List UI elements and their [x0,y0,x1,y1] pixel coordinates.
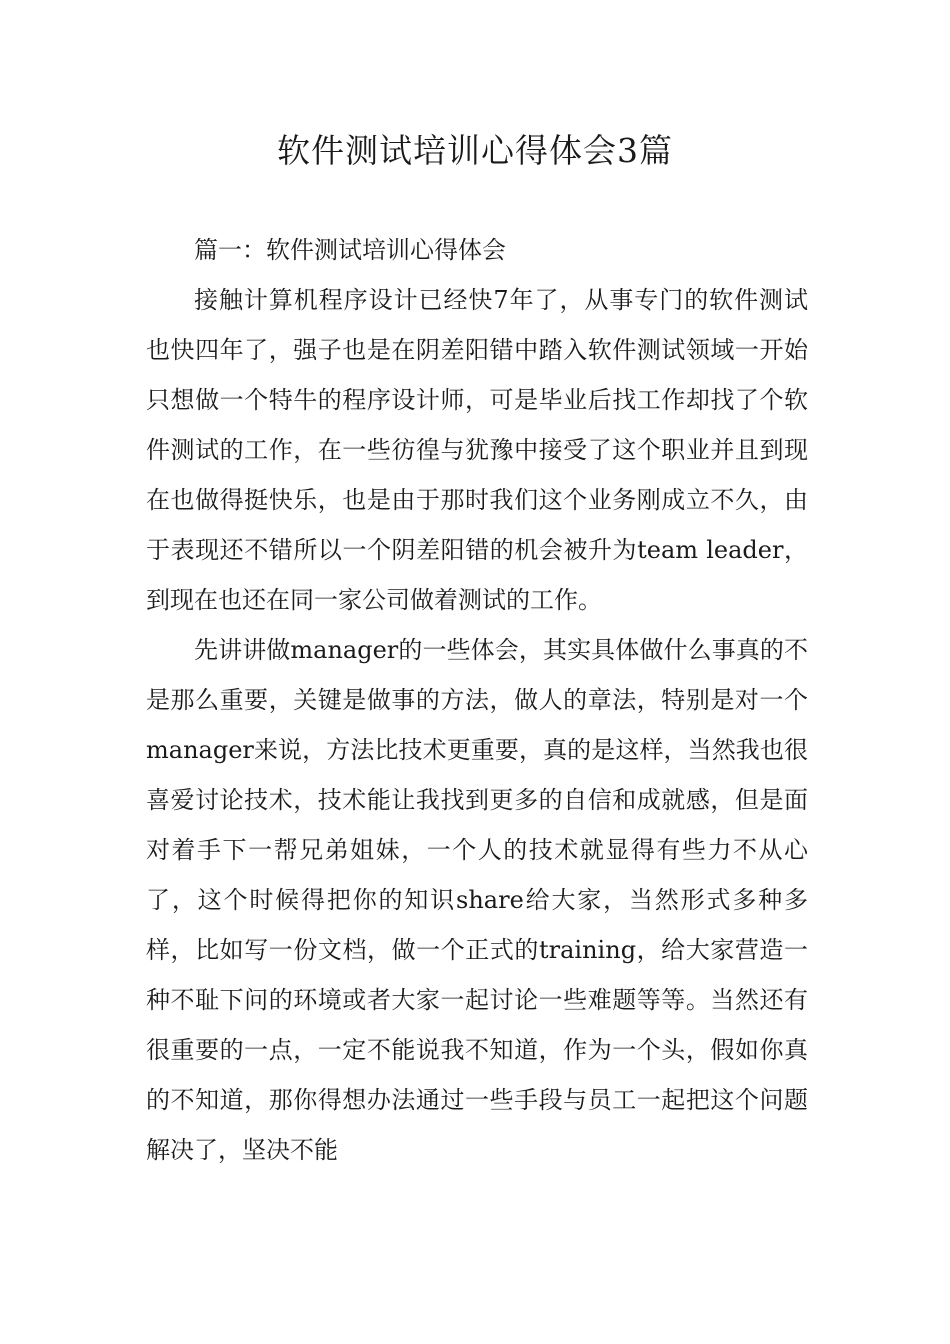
paragraph-2: 先讲讲做manager的一些体会，其实具体做什么事真的不是那么重要，关键是做事的方法，做人的章法，特别是对一个manager来说，方法比技术更重要，真的是这样，当然我也很喜爱讨论技术，技术能让我找到更多的自信和成就感，但是面对着手下一帮兄弟姐妹，一个人的技术就显得有些力不从心了，这个时候得把你的知识share给大家，当然形式多种多样，比如写一份文档，做一个正式的training，给大家营造一种不耻下问的环境或者大家一起讨论一些难题等等。当然还有很重要的一点，一定不能说我不知道，作为一个头，假如你真的不知道，那你得想办法通过一些手段与员工一起把这个问题解决了，坚决不能 [146,636,808,1164]
section-heading: 篇一：软件测试培训心得体会 [194,236,506,264]
paragraph-1: 接触计算机程序设计已经快7年了，从事专门的软件测试也快四年了，强子也是在阴差阳错中踏入软件测试领域一开始只想做一个特牛的程序设计师，可是毕业后找工作却找了个软件测试的工作，在一些彷徨与犹豫中接受了这个职业并且到现在也做得挺快乐，也是由于那时我们这个业务刚成立不久，由于表现还不错所以一个阴差阳错的机会被升为team leader，到现在也还在同一家公司做着测试的工作。 [146,286,808,614]
document-title: 软件测试培训心得体会3篇 [277,131,673,170]
document-body [146,225,808,1175]
